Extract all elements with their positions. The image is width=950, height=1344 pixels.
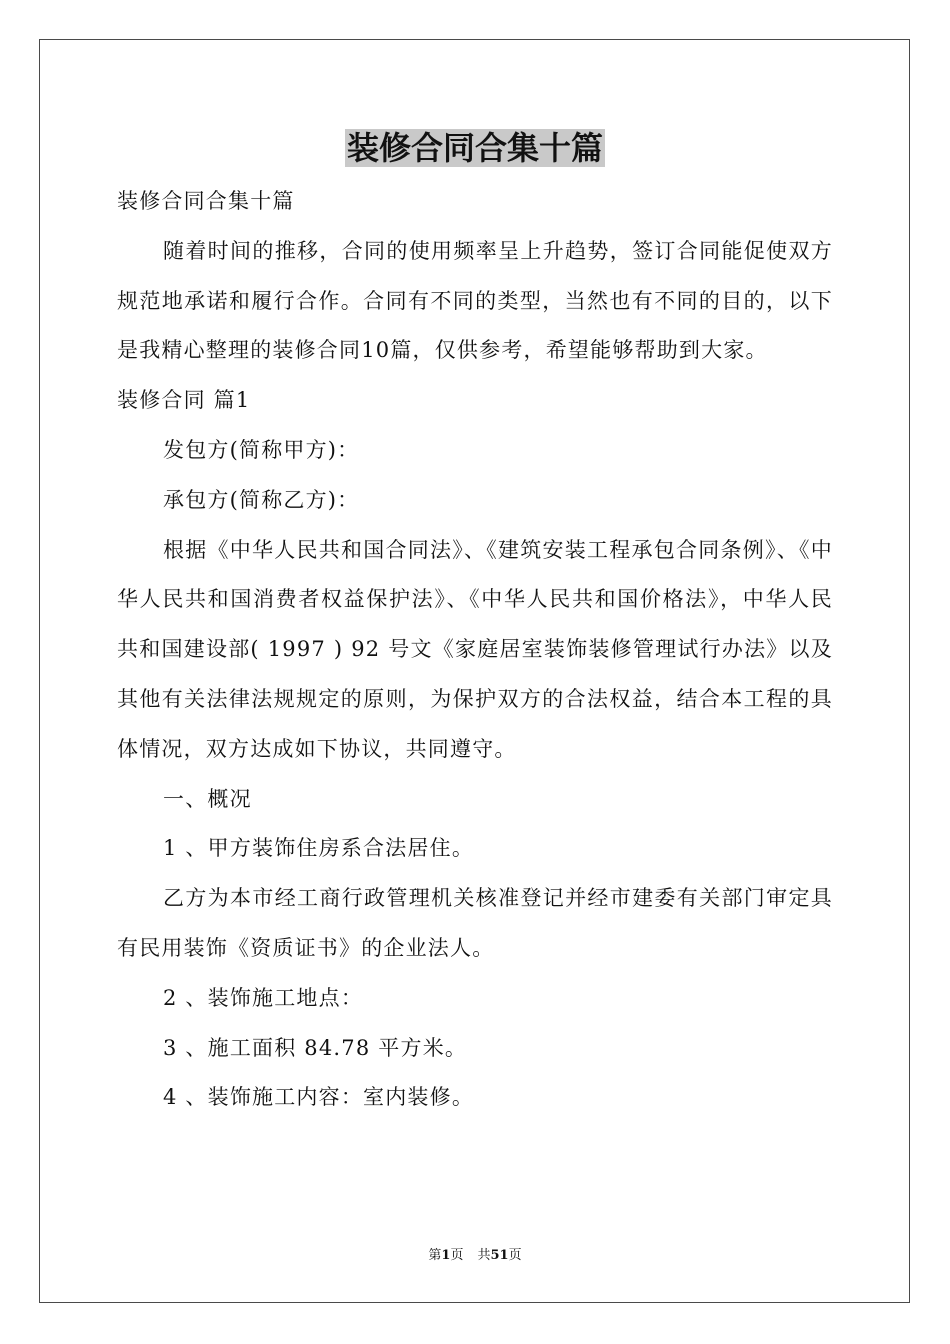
party-b-line: 承包方(简称乙方)： — [163, 487, 360, 512]
clause-4: 4 、装饰施工内容：室内装修。 — [163, 1085, 475, 1110]
subtitle-paragraph: 装修合同合集十篇 — [117, 189, 295, 213]
page-footer — [0, 1247, 950, 1265]
overview-heading: 一、概况 — [163, 786, 252, 811]
intro-paragraph: 随着时间的推移，合同的使用频率呈上升趋势，签订合同能促使双方规范地承诺和履行合作。合同有不同的类型，当然也有不同的目的，以下是我精心整理的装修合同10篇，仅供参考，希望能够帮助到大家。 — [117, 238, 833, 363]
clause-1: 1 、甲方装饰住房系合法居住。 — [163, 836, 475, 861]
section-heading: 装修合同 篇1 — [117, 388, 251, 413]
page-prefix: 第 — [428, 1248, 442, 1263]
page-number: 1 — [441, 1248, 451, 1263]
party-a-line: 发包方(简称甲方)： — [163, 437, 360, 462]
document-body — [117, 177, 833, 1123]
clause-1-detail: 乙方为本市经工商行政管理机关核准登记并经市建委有关部门审定具有民用装饰《资质证书》的企业法人。 — [117, 886, 833, 960]
total-prefix: 共 — [477, 1248, 491, 1263]
document-title — [0, 124, 950, 172]
total-pages: 51 — [490, 1248, 509, 1263]
clause-2: 2 、装饰施工地点： — [163, 985, 364, 1010]
page-suffix: 页 — [450, 1248, 464, 1263]
document-title-text: 装修合同合集十篇 — [346, 129, 603, 167]
total-suffix: 页 — [508, 1248, 522, 1263]
clause-3: 3 、施工面积 84.78 平方米。 — [163, 1035, 468, 1060]
legal-basis-paragraph: 根据《中华人民共和国合同法》、《建筑安装工程承包合同条例》、《中华人民共和国消费者权益保护法》、《中华人民共和国价格法》，中华人民共和国建设部( 1997 ) 92 号文《家庭居室装饰装修管理试行办法》以及其他有关法律法规规定的原则，为保护双方的合法权益，结合本工程的具体情况，双方达成如下协议，共同遵守。 — [117, 537, 833, 761]
